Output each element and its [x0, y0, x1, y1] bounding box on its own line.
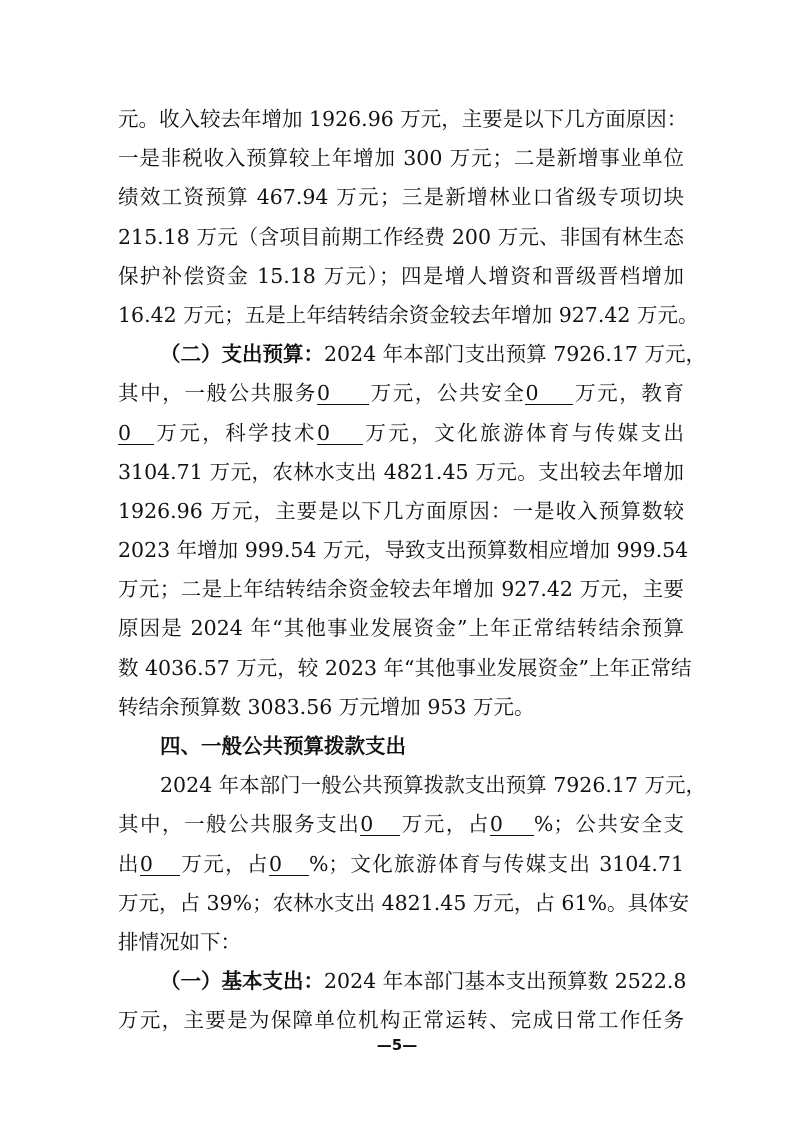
section4-line-2-part-c: %；公共安全支 — [533, 812, 685, 837]
expense-heading: （二）支出预算： — [160, 342, 324, 367]
general-service-expense-percent: 0 — [490, 813, 534, 836]
general-service-amount: 0 — [317, 382, 369, 405]
section4-line-3 — [118, 845, 684, 884]
expense-line-1 — [118, 335, 706, 374]
basic-heading: （一）基本支出： — [160, 969, 324, 994]
section4-line-3-part-c: %；文化旅游体育与传媒支出 3104.71 — [308, 851, 684, 876]
expense-line-3 — [118, 414, 684, 453]
income-line-1: 元。收入较去年增加 1926.96 万元，主要是以下几方面原因： — [118, 107, 688, 131]
income-line-3: 绩效工资预算 467.94 万元；三是新增林业口省级专项切块 — [118, 185, 684, 210]
basic-line-1-text: 2024 年本部门基本支出预算数 2522.8 — [324, 969, 687, 994]
basic-line-2: 万元，主要是为保障单位机构正常运转、完成日常工作任务 — [118, 1008, 684, 1033]
expense-line-2-part-c: 万元，教育 — [573, 381, 685, 406]
expense-line-9: 数 4036.57 万元，较 2023 年“其他事业发展资金”上年正常结 — [118, 655, 692, 680]
general-service-expense-amount: 0 — [360, 813, 400, 836]
expense-line-6: 2023 年增加 999.54 万元，导致支出预算数相应增加 999.54 — [118, 538, 689, 563]
expense-line-3-part-a: 万元，科学技术 — [154, 420, 317, 445]
expense-line-2-part-a: 其中，一般公共服务 — [118, 381, 318, 406]
public-security-expense-percent: 0 — [269, 853, 309, 876]
expense-line-7: 万元；二是上年结转结余资金较去年增加 927.42 万元，主要 — [118, 577, 684, 602]
section-heading: 四、一般公共预算拨款支出 — [160, 734, 406, 758]
section4-line-2-part-a: 其中，一般公共服务支出 — [118, 812, 361, 837]
public-security-expense-amount: 0 — [140, 853, 180, 876]
section4-line-2 — [118, 805, 684, 844]
section4-line-4: 万元，占 39%；农林水支出 4821.45 万元，占 61%。具体安 — [118, 890, 689, 915]
income-line-5: 保护补偿资金 15.18 万元）；四是增人增资和晋级晋档增加 — [118, 263, 684, 288]
income-line-2: 一是非税收入预算较上年增加 300 万元；二是新增事业单位 — [118, 146, 684, 171]
expense-line-3-part-b: 万元，文化旅游体育与传媒支出 — [362, 420, 685, 445]
expense-line-2 — [118, 374, 684, 413]
basic-line-1 — [118, 962, 687, 1001]
section4-line-2-part-b: 万元，占 — [400, 812, 490, 837]
public-security-amount: 0 — [525, 382, 573, 405]
expense-line-4: 3104.71 万元，农林水支出 4821.45 万元。支出较去年增加 — [118, 459, 684, 484]
education-amount: 0 — [118, 422, 154, 445]
expense-line-1-text: 2024 年本部门支出预算 7926.17 万元， — [324, 342, 706, 367]
expense-line-8: 原因是 2024 年“其他事业发展资金”上年正常结转结余预算 — [118, 616, 684, 641]
income-line-6: 16.42 万元；五是上年结转结余资金较去年增加 927.42 万元。 — [118, 302, 699, 327]
section4-line-3-part-a: 出 — [118, 851, 140, 876]
document-body — [118, 100, 706, 1041]
section4-line-5: 排情况如下： — [118, 929, 241, 954]
income-line-4: 215.18 万元（含项目前期工作经费 200 万元、非国有林生态 — [118, 224, 684, 249]
page-number: —5— — [376, 1036, 418, 1054]
section4-line-3-part-b: 万元，占 — [179, 851, 269, 876]
science-tech-amount: 0 — [317, 422, 363, 445]
expense-line-5: 1926.96 万元，主要是以下几方面原因：一是收入预算数较 — [118, 498, 684, 523]
expense-line-10: 转结余预算数 3083.56 万元增加 953 万元。 — [118, 694, 535, 719]
section4-line-1: 2024 年本部门一般公共预算拨款支出预算 7926.17 万元， — [160, 773, 706, 798]
expense-line-2-part-b: 万元，公共安全 — [369, 381, 526, 406]
